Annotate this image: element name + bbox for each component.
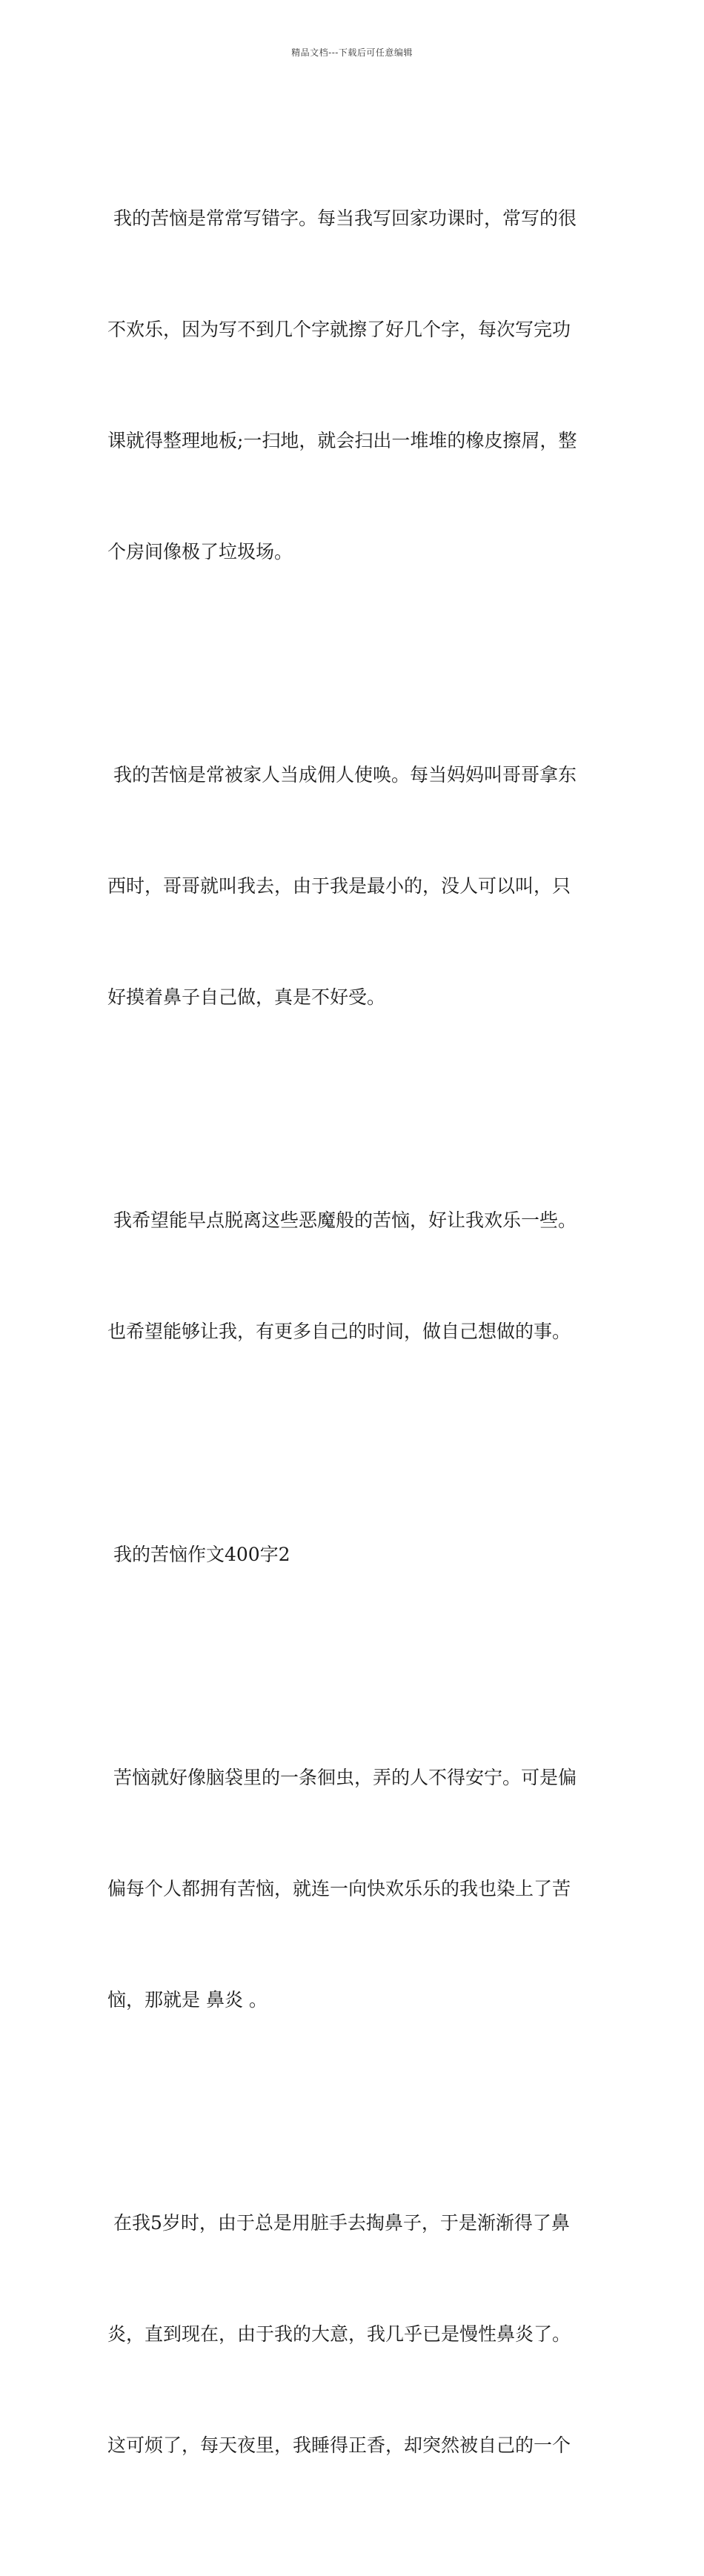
paragraph-4 (107, 1685, 600, 2093)
document-body (107, 126, 600, 2576)
text-line: 炎，直到现在，由于我的大意，我几乎已是慢性鼻炎了。 (107, 2323, 571, 2345)
text-line: 不欢乐，因为写不到几个字就擦了好几个字，每次写完功 (107, 319, 571, 340)
text-line: 这可烦了，每天夜里，我睡得正香，却突然被自己的一个 (107, 2434, 571, 2456)
paragraph-5 (107, 2131, 600, 2538)
text-line: 我希望能早点脱离这些恶魔般的苦恼，好让我欢乐一些。 (107, 1209, 577, 1231)
text-line: 偏每个人都拥有苦恼，就连一向快欢乐乐的我也染上了苦 (107, 1878, 571, 1899)
paragraph-2 (107, 683, 600, 1090)
paragraph-3 (107, 1128, 600, 1424)
text-line: 西时，哥哥就叫我去，由于我是最小的，没人可以叫，只 (107, 875, 571, 897)
text-line: 课就得整理地板;一扫地，就会扫出一堆堆的橡皮擦屑，整 (107, 430, 577, 451)
section-heading (107, 1462, 600, 1647)
paragraph-1 (107, 126, 600, 645)
text-line: 在我5岁时，由于总是用脏手去掏鼻子，于是渐渐得了鼻 (107, 2212, 570, 2234)
text-line: 好摸着鼻子自己做，真是不好受。 (107, 986, 386, 1008)
text-line: 恼，那就是 鼻炎 。 (107, 1989, 268, 2011)
text-line: 我的苦恼是常被家人当成佣人使唤。每当妈妈叫哥哥拿东 (107, 764, 577, 786)
text-line: 也希望能够让我，有更多自己的时间，做自己想做的事。 (107, 1321, 571, 1342)
text-line: 苦恼就好像脑袋里的一条徊虫，弄的人不得安宁。可是偏 (107, 1767, 577, 1788)
text-line: 我的苦恼是常常写错字。每当我写回家功课时，常写的很 (107, 208, 577, 229)
heading-line: 我的苦恼作文400字2 (107, 1544, 290, 1565)
text-line: 个房间像极了垃圾场。 (107, 541, 293, 562)
page-header: 精品文档---下载后可任意编辑 (291, 47, 413, 58)
